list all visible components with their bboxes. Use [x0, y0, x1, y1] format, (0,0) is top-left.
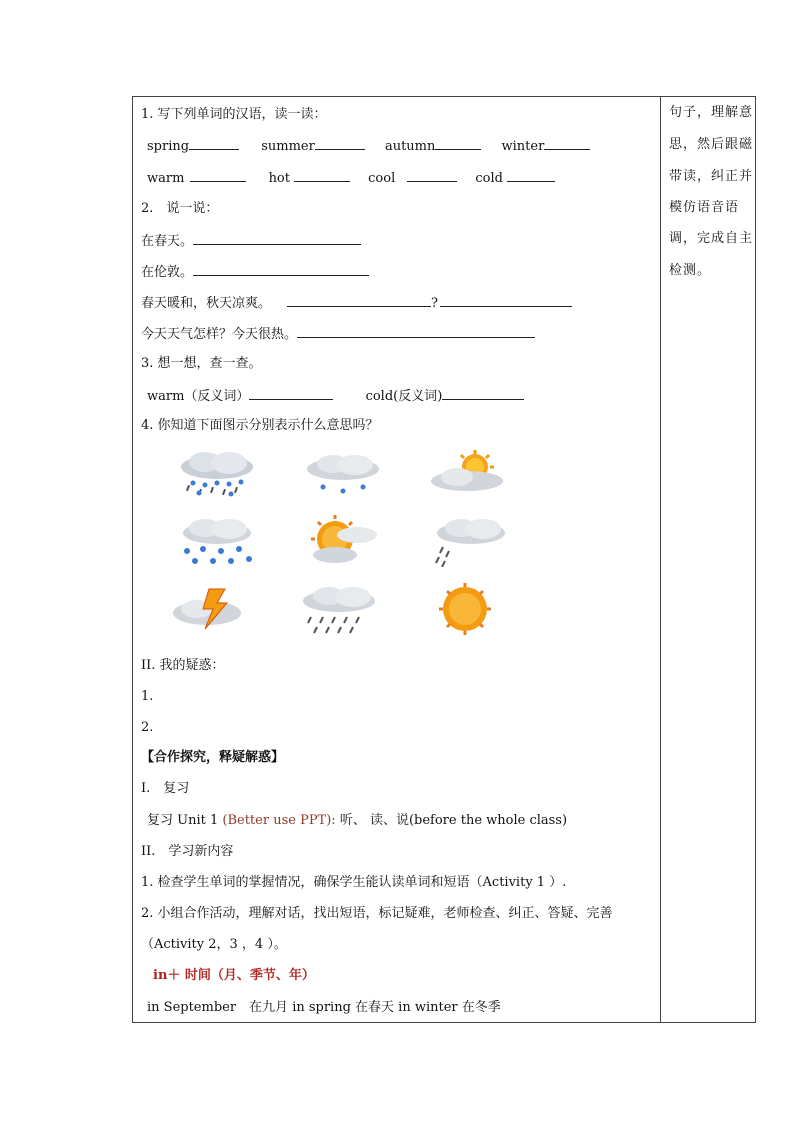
word-hot: hot	[268, 171, 290, 186]
word-warm: warm	[147, 171, 185, 186]
thunderstorm-icon	[169, 583, 245, 633]
word-spring: spring	[147, 139, 190, 154]
q2-s3: 春天暖和，秋天凉爽。 ?	[141, 294, 572, 312]
review-line: 复习 Unit 1 (Better use PPT): 听、 读、说(before the whole class)	[147, 813, 568, 828]
word-cold: cold	[475, 171, 503, 186]
step2-line2: （Activity 2，3 ，4 ）。	[141, 937, 287, 952]
side-line-1: 句子，理解意	[669, 105, 754, 120]
side-line-2: 思，然后跟磁	[669, 137, 754, 152]
worksheet-table	[132, 96, 756, 1023]
q2-s1: 在春天。	[141, 232, 361, 250]
q3-title: 3. 想一想，查一查。	[141, 356, 262, 371]
step1: 1. 检查学生单词的掌握情况，确保学生能认读单词和短语（Activity 1 ）.	[141, 875, 567, 890]
rain-icon	[297, 585, 377, 637]
coop-title: 【合作探究，释疑解惑】	[141, 750, 285, 765]
partly-sunny-icon	[301, 513, 385, 569]
part2-item2: 2.	[141, 720, 154, 735]
side-line-5: 调，完成自主	[669, 231, 754, 246]
sunny-icon	[423, 583, 507, 635]
word-cool: cool	[368, 171, 396, 186]
q2-title: 2. 说一说：	[141, 201, 219, 216]
side-line-3: 带读，纠正并	[669, 169, 754, 184]
side-line-4: 模仿语音语	[669, 200, 740, 215]
word-winter: winter	[501, 139, 545, 154]
step2-line1: 2. 小组合作活动，理解对话，找出短语，标记疑难，老师检查、纠正、答疑、完善	[141, 906, 613, 921]
q1-title: 1. 写下列单词的汉语，读一读：	[141, 107, 327, 122]
q1-row1	[147, 137, 590, 155]
q2-s4: 今天天气怎样？今天很热。	[141, 325, 535, 343]
light-snow-icon	[301, 453, 387, 499]
q1-row2	[147, 169, 555, 187]
heavy-snow-icon	[173, 517, 261, 567]
q3-row: warm（反义词） cold(反义词)	[147, 387, 524, 405]
new-content-heading: II. 学习新内容	[141, 844, 234, 859]
grammar-rule: in＋ 时间（月、季节、年）	[153, 968, 315, 983]
q2-s2: 在伦敦。	[141, 263, 369, 281]
sun-behind-cloud-icon	[429, 449, 509, 499]
review-note: (Better use PPT):	[222, 813, 336, 828]
word-summer: summer	[261, 139, 315, 154]
part2-item1: 1.	[141, 689, 154, 704]
side-column	[661, 97, 755, 1022]
light-rain-icon	[429, 517, 509, 567]
part2-title: II. 我的疑惑：	[141, 658, 225, 673]
main-column	[133, 97, 660, 1022]
review-heading: I. 复习	[141, 781, 190, 796]
grammar-examples: in September 在九月 in spring 在春天 in winter 在冬季	[147, 1000, 501, 1015]
sleet-icon	[173, 449, 261, 499]
q4-title: 4. 你知道下面图示分别表示什么意思吗？	[141, 418, 379, 433]
word-autumn: autumn	[384, 139, 436, 154]
side-line-6: 检测。	[669, 263, 712, 278]
